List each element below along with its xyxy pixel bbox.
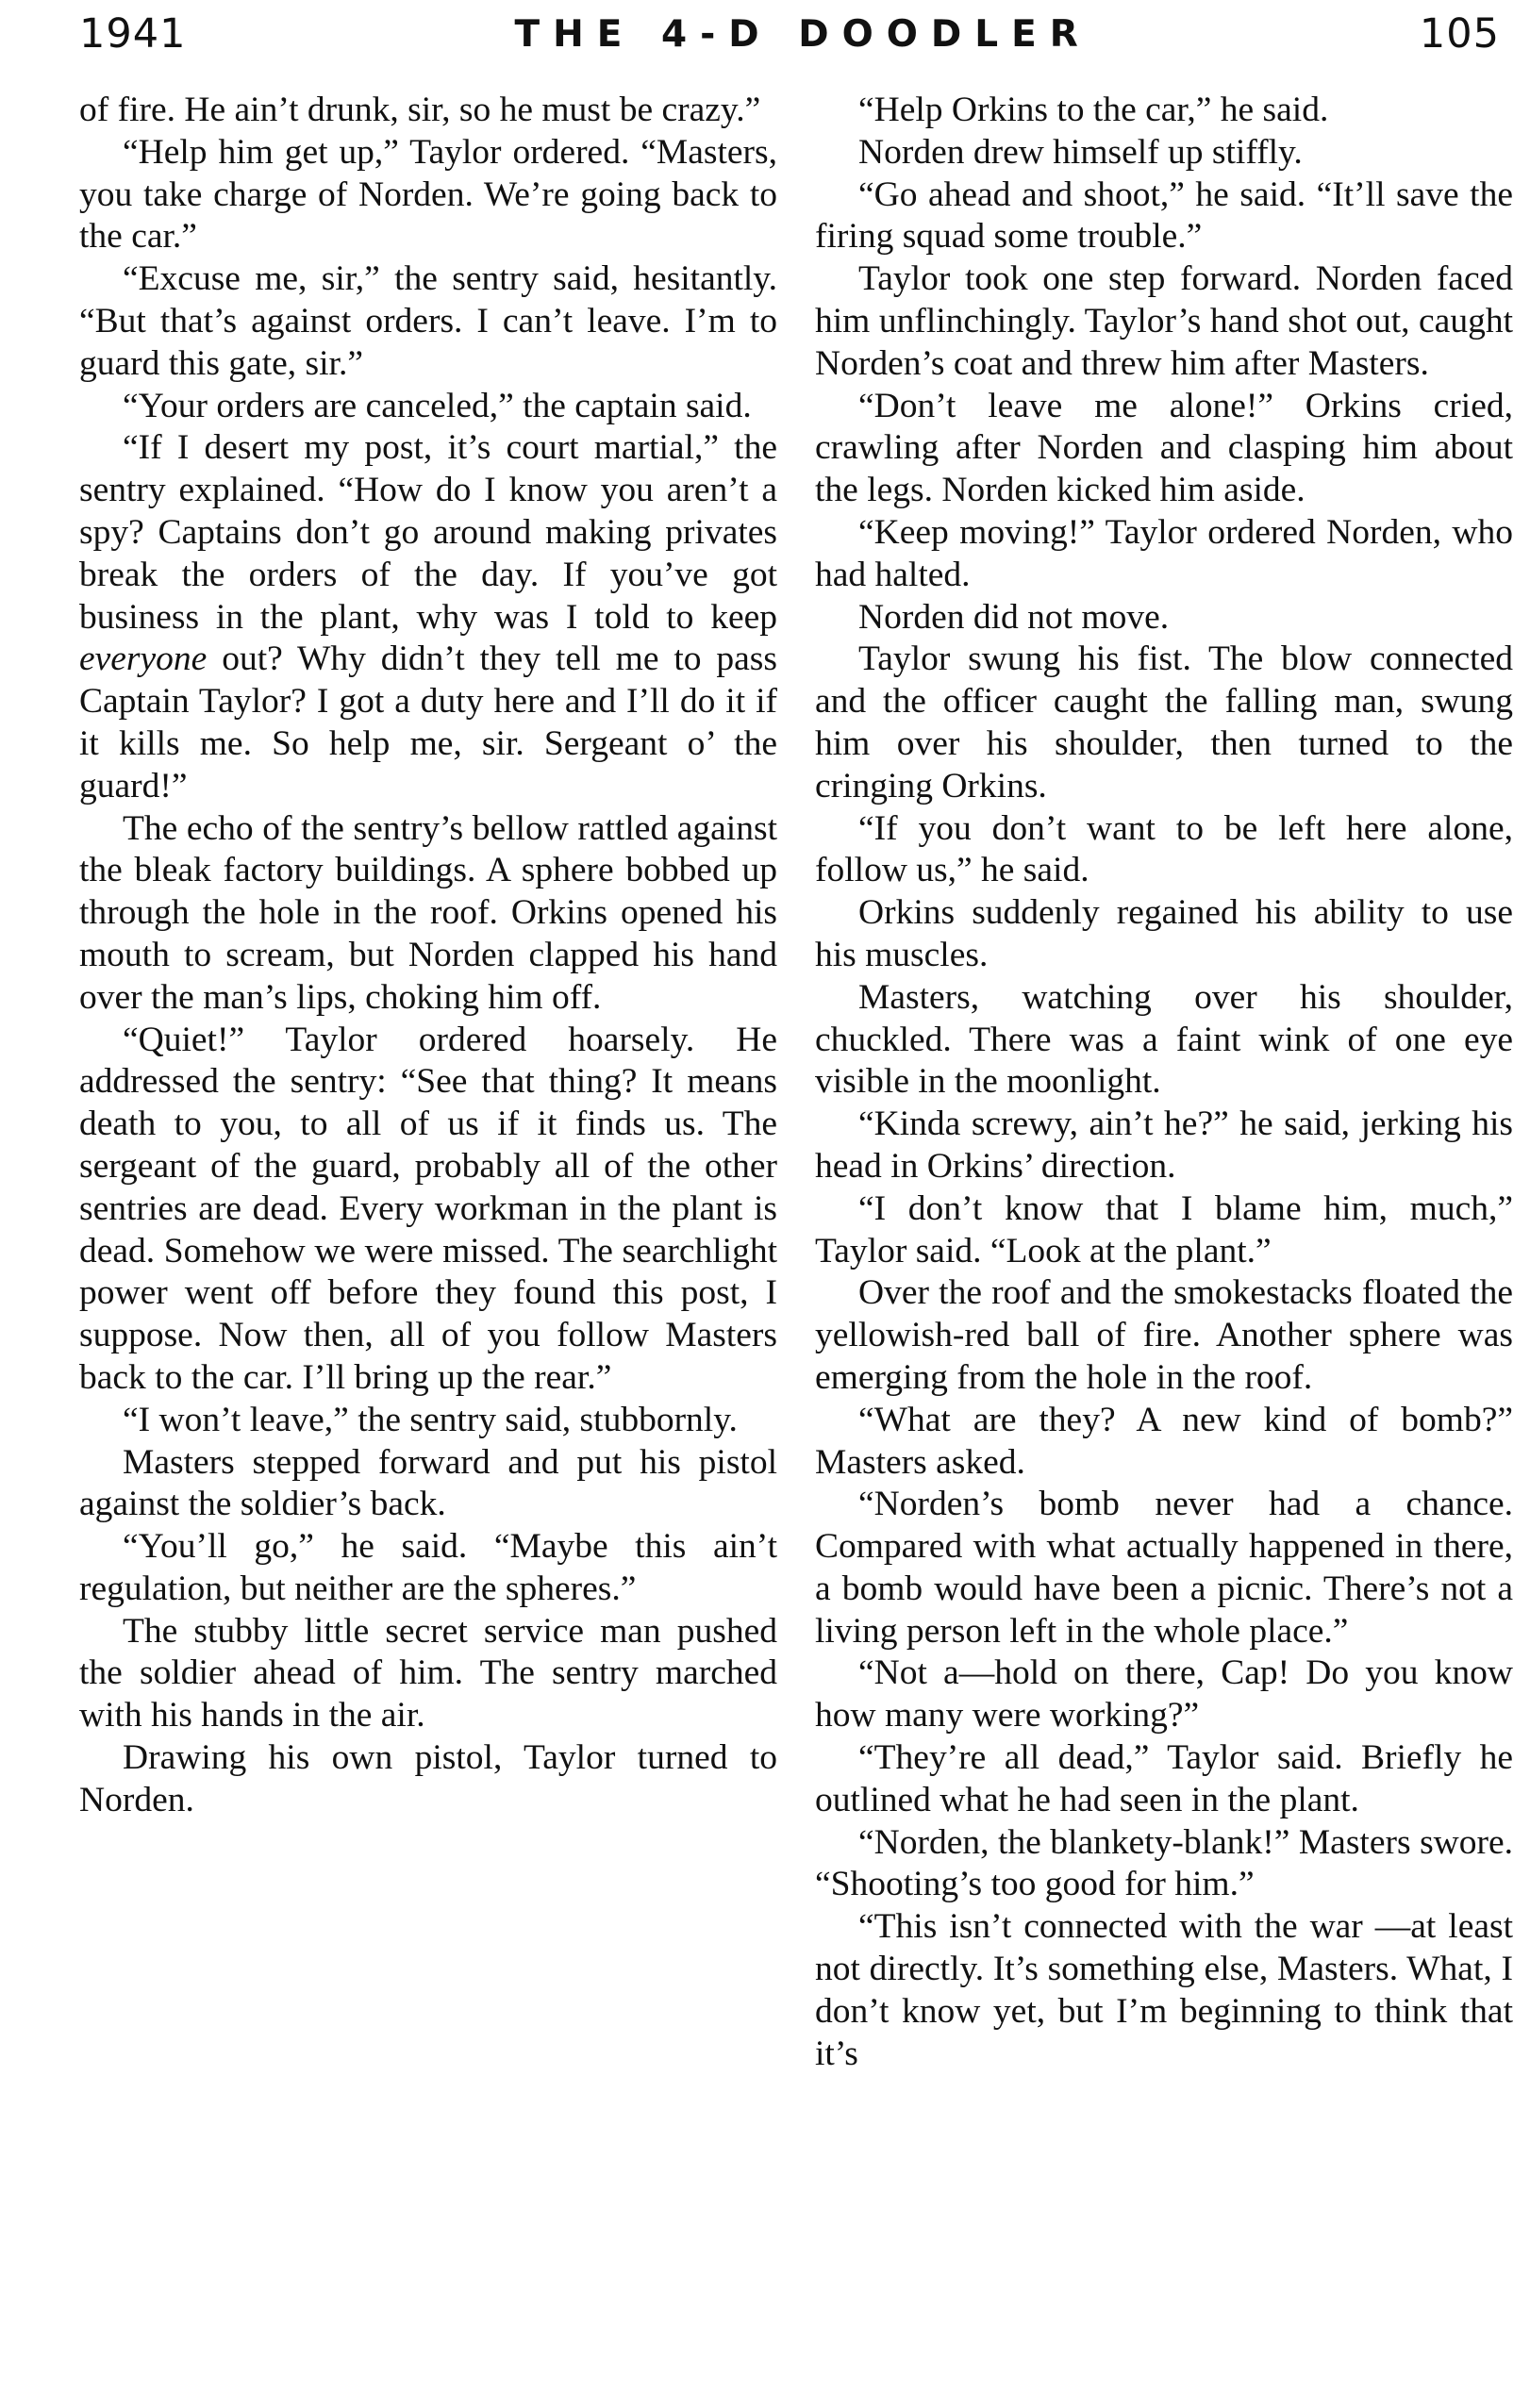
paragraph: Orkins suddenly regained his ability to use his muscles. [815, 893, 1513, 974]
paragraph: “You’ll go,” he said. “Maybe this ain’t regulation, but neither are the spheres.” [79, 1527, 777, 1608]
paragraph: “They’re all dead,” Taylor said. Briefly he outlined what he had seen in the plant. [815, 1738, 1513, 1819]
paragraph: “What are they? A new kind of bomb?” Masters asked. [815, 1400, 1513, 1482]
paragraph: “Your orders are canceled,” the captain said. [123, 386, 752, 425]
right-column [815, 90, 1513, 2075]
paragraph: “Quiet!” Taylor ordered hoarsely. He addressed the sentry: “See that thing? It means death to you, to all of us if it finds us. The sergeant of the guard, probably all of the other sentries are dead. Every workman in the plant is dead. Somehow we were missed. The searchlight power went off before they found this post, I suppose. Now then, all of you follow Masters back to the car. I’ll bring up the rear.” [79, 1020, 777, 1397]
paragraph: “Excuse me, sir,” the sentry said, hesitantly. “But that’s against orders. I can’t leave. I’m to guard this gate, sir.” [79, 259, 777, 383]
running-header [79, 8, 1500, 60]
paragraph: Over the roof and the smokestacks floated the yellowish-red ball of fire. Another sphere was emerging from the hole in the roof. [815, 1273, 1513, 1397]
paragraph: “I don’t know that I blame him, much,” Taylor said. “Look at the plant.” [815, 1188, 1513, 1270]
header-year: 1941 [79, 10, 187, 58]
paragraph: Norden did not move. [858, 597, 1170, 637]
paragraph: “Not a—hold on there, Cap! Do you know how many were working?” [815, 1653, 1513, 1735]
paragraph: “Norden’s bomb never had a chance. Compared with what actually happened in there, a bomb would have been a picnic. There’s not a living person left in the whole place.” [815, 1485, 1513, 1651]
paragraph: “If I desert my post, it’s court martial,” the sentry explained. “How do I know you aren’t a spy? Captains don’t go around making privates break the orders of the day. If you’ve got business in the plant, why was I told to keep everyone out? Why didn’t they tell me to pass Captain Taylor? I got a duty here and I’ll do it if it kills me. So help me, sir. Sergeant o’ the guard!” [79, 428, 777, 805]
paragraph: The stubby little secret service man pushed the soldier ahead of him. The sentry marched with his hands in the air. [79, 1611, 777, 1735]
paragraph: Taylor swung his fist. The blow connected and the officer caught the falling man, swung him over his shoulder, then turned to the cringing Orkins. [815, 639, 1513, 805]
emphasized-word: everyone [79, 639, 208, 679]
page-number: 105 [1419, 10, 1500, 58]
paragraph: Taylor took one step forward. Norden faced him unflinchingly. Taylor’s hand shot out, caught Norden’s coat and threw him after Masters. [815, 259, 1513, 383]
paragraph: of fire. He ain’t drunk, sir, so he must be crazy.” [79, 91, 761, 129]
paragraph: “Keep moving!” Taylor ordered Norden, who had halted. [815, 512, 1513, 594]
paragraph: Norden drew himself up stiffly. [858, 132, 1303, 172]
paragraph: “Kinda screwy, ain’t he?” he said, jerking his head in Orkins’ direction. [815, 1104, 1513, 1186]
paragraph: “Norden, the blankety-blank!” Masters swore. “Shooting’s too good for him.” [815, 1822, 1513, 1904]
paragraph: The echo of the sentry’s bellow rattled against the bleak factory buildings. A sphere bobbed up through the hole in the roof. Orkins opened his mouth to scream, but Norden clapped his hand over the man’s lips, choking him off. [79, 808, 777, 1017]
paragraph: “Go ahead and shoot,” he said. “It’ll save the firing squad some trouble.” [815, 174, 1513, 257]
text-columns [79, 90, 1513, 2075]
magazine-story-title: THE 4-D DOODLER [514, 12, 1091, 56]
paragraph: Masters, watching over his shoulder, chuckled. There was a faint wink of one eye visible in the moonlight. [815, 977, 1513, 1102]
paragraph: “I won’t leave,” the sentry said, stubbornly. [123, 1400, 738, 1439]
left-column [79, 90, 777, 2075]
paragraph: Drawing his own pistol, Taylor turned to Norden. [79, 1738, 777, 1819]
paragraph: “Don’t leave me alone!” Orkins cried, crawling after Norden and clasping him about the legs. Norden kicked him aside. [815, 386, 1513, 510]
paragraph: Masters stepped forward and put his pistol against the soldier’s back. [79, 1442, 777, 1524]
paragraph: “This isn’t connected with the war —at least not directly. It’s something else, Masters. What, I don’t know yet, but I’m beginning to think that it’s [815, 1907, 1513, 2073]
paragraph: “Help him get up,” Taylor ordered. “Masters, you take charge of Norden. We’re going back to the car.” [79, 132, 777, 257]
paragraph: “If you don’t want to be left here alone, follow us,” he said. [815, 808, 1513, 890]
paragraph: “Help Orkins to the car,” he said. [858, 91, 1329, 129]
